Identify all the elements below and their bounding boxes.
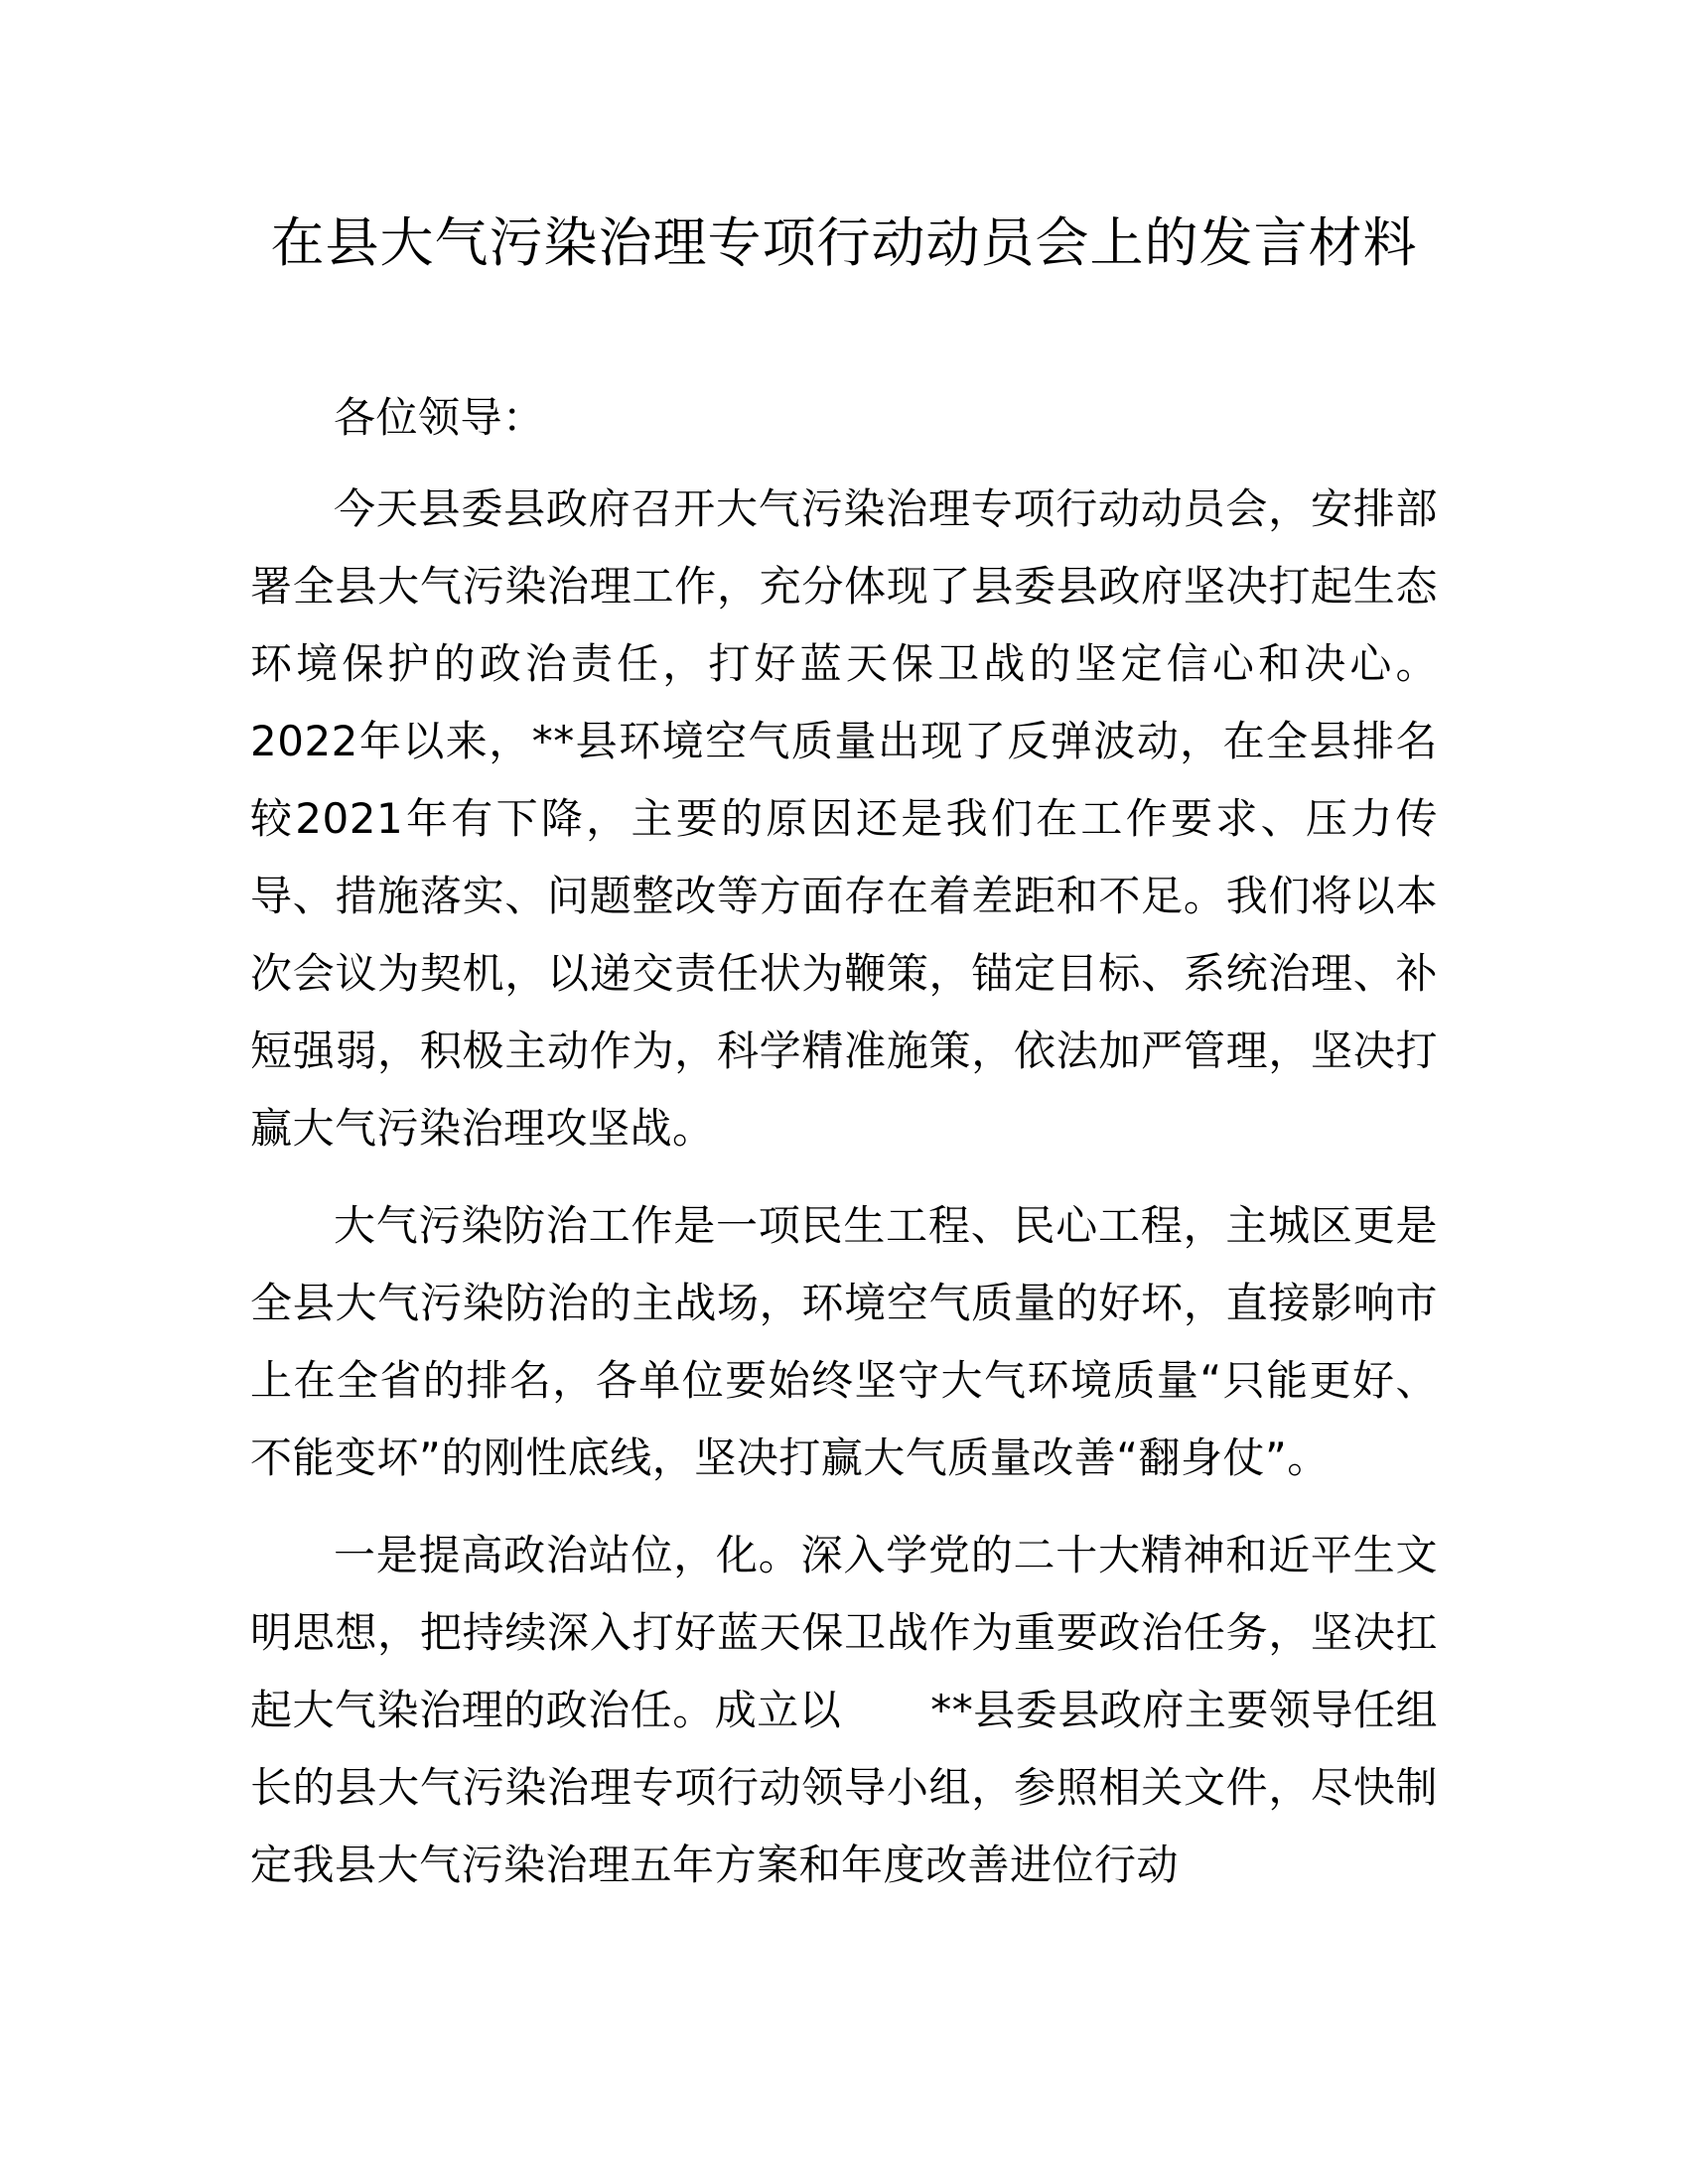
salutation: 各位领导： (334, 393, 545, 442)
paragraph-political-stance-part1: 一是提高政治站位，化。深入学党的二十大精神和近平生文明思想，把持续深入打好蓝天保卫战作为重要政治任务，坚决扛起大气染治理的政治任。成立以 (250, 1531, 1438, 1734)
paragraph-political-stance-part2: **县委县政府主要领导任组长的县大气污染治理专项行动领导小组，参照相关文件，尽快制定我县大气污染治理五年方案和年度改善进位行动 (250, 1686, 1438, 1889)
document-title: 在县大气污染治理专项行动动员会上的发言材料 (270, 211, 1418, 274)
paragraph-political-stance (250, 1517, 1438, 1904)
paragraph-opening: 今天县委县政府召开大气污染治理专项行动动员会，安排部署全县大气污染治理工作，充分体现了县委县政府坚决打起生态环境保护的政治责任，打好蓝天保卫战的坚定信心和决心。2022年以来，**县环境空气质量出现了反弹波动，在全县排名较2021年有下降，主要的原因还是我们在工作要求、压力传导、措施落实、问题整改等方面存在着差距和不足。我们将以本次会议为契机，以递交责任状为鞭策，锚定目标、系统治理、补短强弱，积极主动作为，科学精准施策，依法加严管理，坚决打赢大气污染治理攻坚战。 (250, 484, 1438, 1153)
paragraph-air-pollution: 大气污染防治工作是一项民生工程、民心工程，主城区更是全县大气污染防治的主战场，环境空气质量的好坏，直接影响市上在全省的排名，各单位要始终坚守大气环境质量“只能更好、不能变坏”的刚性底线，坚决打赢大气质量改善“翻身仗”。 (250, 1201, 1438, 1482)
document-body (250, 379, 1438, 1918)
